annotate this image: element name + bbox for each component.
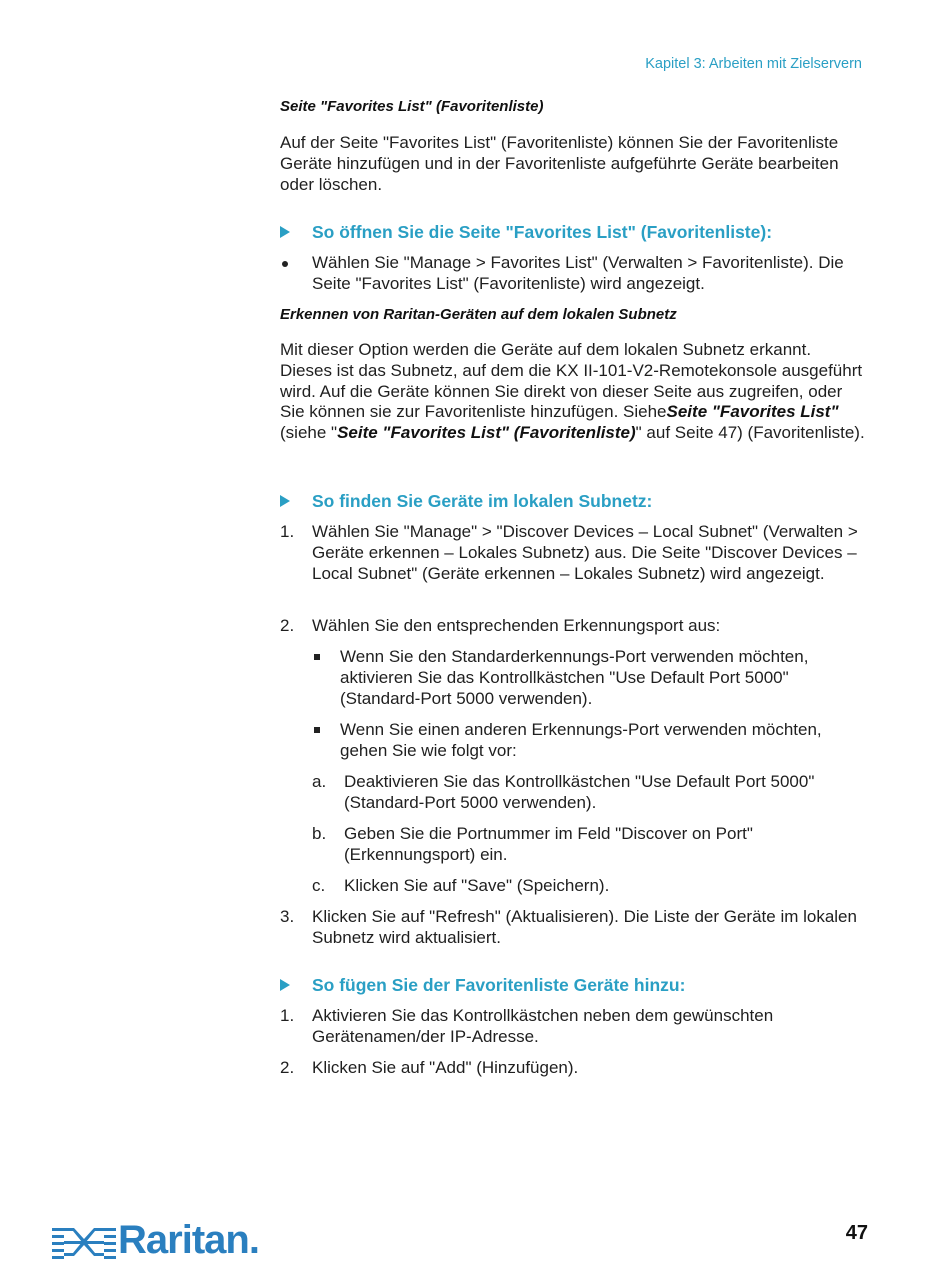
procedure-add-favorites [280, 975, 870, 999]
bullet-icon [282, 261, 288, 267]
step-number: 3. [280, 907, 295, 926]
procedure-title: So öffnen Sie die Seite "Favorites List" (Favoritenliste): [312, 222, 773, 242]
favorites-intro-paragraph: Auf der Seite "Favorites List" (Favoritenliste) können Sie der Favoritenliste Geräte hinzufügen und in der Favoritenliste aufgeführte Geräte bearbeiten oder löschen. [280, 133, 839, 194]
step-text: Wählen Sie den entsprechenden Erkennungsport aus: [312, 616, 721, 635]
discover-text-1: Mit dieser Option werden die Geräte auf dem lokalen Subnetz erkannt. Dieses ist das Subnetz, auf dem die KX II-101-V2-Remotekonsole ausgeführt wird. Auf die Geräte können Sie direkt von dieser Seite aus zugreifen, oder Sie können sie zur Favoritenliste hinzufügen. Siehe [280, 340, 863, 422]
raritan-logo [52, 1218, 282, 1264]
procedure-arrow-icon [280, 226, 290, 238]
page-number: 47 [845, 1222, 868, 1244]
sub-step-text: Geben Sie die Portnummer im Feld "Discover on Port" (Erkennungsport) ein. [344, 824, 753, 864]
sub-step-text: Deaktivieren Sie das Kontrollkästchen "Use Default Port 5000" (Standard-Port 5000 verwenden). [344, 772, 815, 812]
section-title-discover: Erkennen von Raritan-Geräten auf dem lokalen Subnetz [280, 306, 677, 323]
step-number: 1. [280, 522, 295, 541]
xref-link-favorites-full[interactable]: Seite "Favorites List" (Favoritenliste) [337, 423, 636, 443]
xref-link-favorites[interactable]: Seite "Favorites List" [666, 402, 839, 422]
sub-step-letter: c. [312, 876, 326, 895]
procedure-title: So finden Sie Geräte im lokalen Subnetz: [312, 491, 653, 511]
procedure-arrow-icon [280, 495, 290, 507]
chapter-header: Kapitel 3: Arbeiten mit Zielservern [645, 56, 862, 72]
square-bullet-icon [314, 654, 320, 660]
sub-step-letter: a. [312, 772, 327, 791]
step-text: Wählen Sie "Manage" > "Discover Devices – Local Subnet" (Verwalten > Geräte erkennen – Lokales Subnetz) aus. Die Seite "Discover Devices – Local Subnet" (Geräte erkennen – Lokales Subnetz) wird angezeigt. [312, 522, 858, 583]
discover-intro-paragraph [280, 340, 865, 444]
step-number: 1. [280, 1006, 295, 1025]
step-text: Klicken Sie auf "Add" (Hinzufügen). [312, 1058, 579, 1077]
square-bullet-icon [314, 727, 320, 733]
step-text: Klicken Sie auf "Refresh" (Aktualisieren). Die Liste der Geräte im lokalen Subnetz wird aktualisiert. [312, 907, 857, 947]
list-item-text: Wählen Sie "Manage > Favorites List" (Verwalten > Favoritenliste). Die Seite "Favorites List" (Favoritenliste) wird angezeigt. [312, 253, 844, 293]
procedure-open-favorites [280, 222, 870, 246]
sub-step-letter: b. [312, 824, 327, 843]
procedure-find-devices [280, 491, 870, 515]
discover-text-3: " auf Seite 47) (Favoritenliste). [635, 423, 865, 443]
step-text: Aktivieren Sie das Kontrollkästchen neben dem gewünschten Gerätenamen/der IP-Adresse. [312, 1006, 774, 1046]
procedure-arrow-icon [280, 979, 290, 991]
section-title-favorites: Seite "Favorites List" (Favoritenliste) [280, 98, 544, 115]
sub-list-item-text: Wenn Sie den Standarderkennungs-Port verwenden möchten, aktivieren Sie das Kontrollkästchen "Use Default Port 5000" (Standard-Port 5000 verwenden). [340, 647, 809, 708]
step-number: 2. [280, 1058, 295, 1077]
step-number: 2. [280, 616, 295, 635]
sub-list-item-text: Wenn Sie einen anderen Erkennungs-Port verwenden möchten, gehen Sie wie folgt vor: [340, 720, 822, 760]
discover-text-2: (siehe " [280, 423, 338, 443]
sub-step-text: Klicken Sie auf "Save" (Speichern). [344, 876, 610, 895]
logo-wordmark: Raritan. [118, 1218, 259, 1262]
procedure-title: So fügen Sie der Favoritenliste Geräte hinzu: [312, 975, 686, 995]
